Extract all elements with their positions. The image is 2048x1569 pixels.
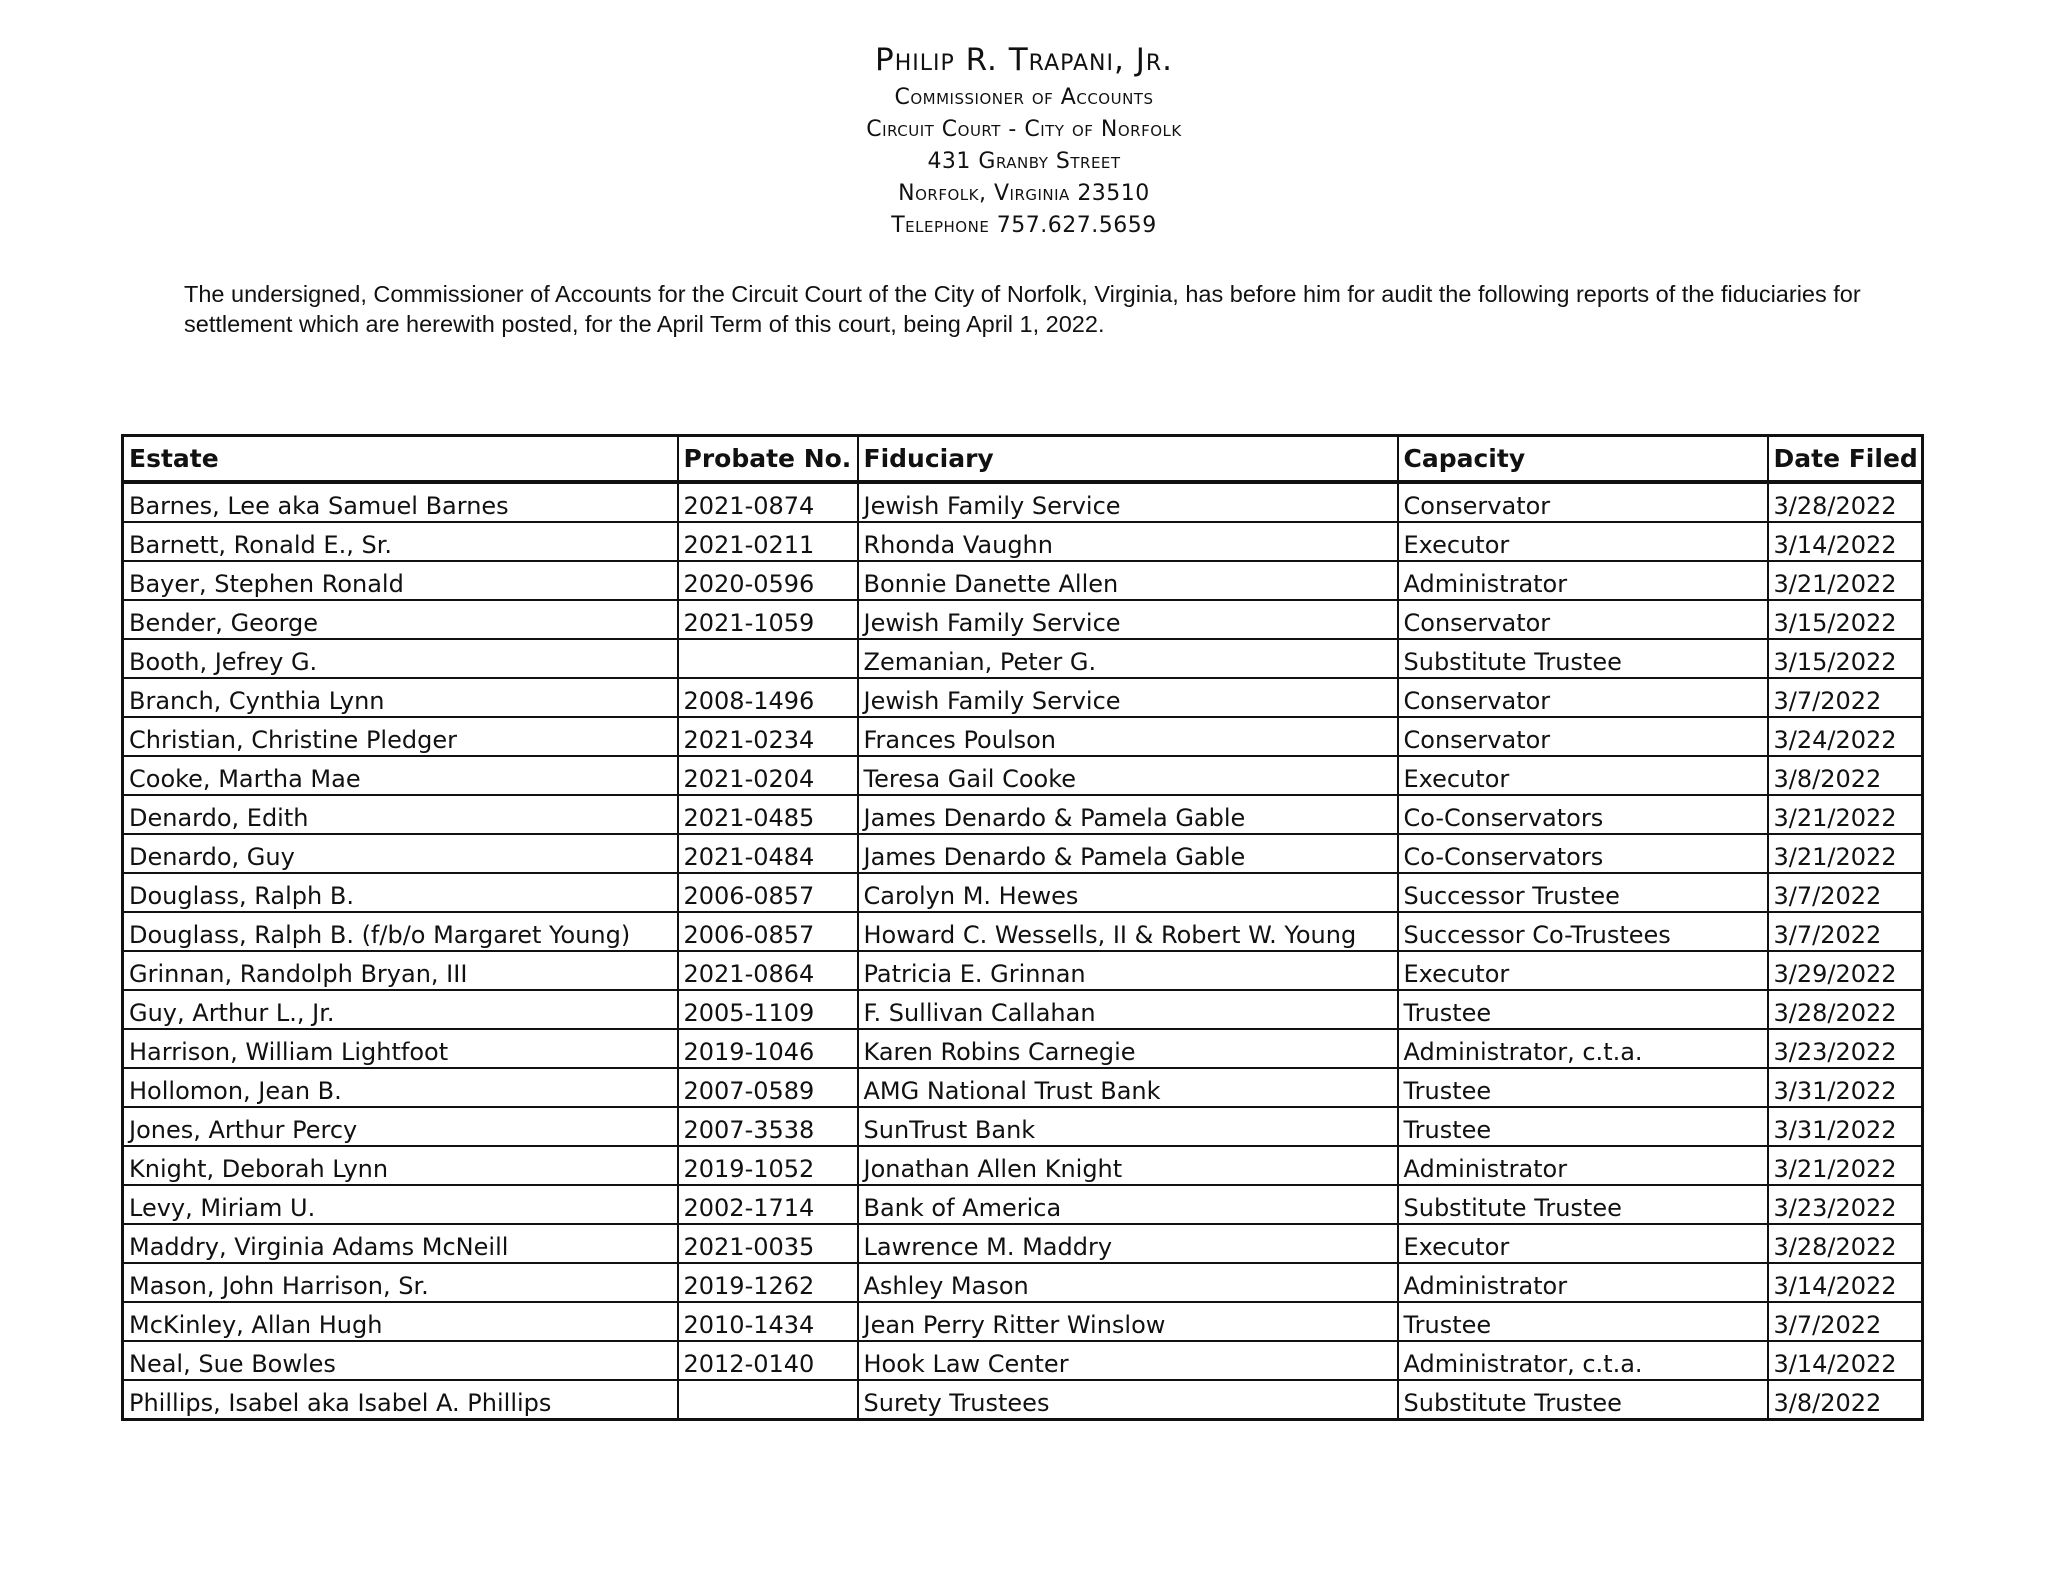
capacity-cell: Administrator [1398, 1146, 1768, 1185]
capacity-cell: Substitute Trustee [1398, 1185, 1768, 1224]
probate-no-cell: 2005-1109 [678, 990, 858, 1029]
date-filed-cell: 3/29/2022 [1768, 951, 1923, 990]
table-row [123, 912, 1923, 951]
date-filed-cell: 3/7/2022 [1768, 873, 1923, 912]
probate-no-cell: 2021-0035 [678, 1224, 858, 1263]
fiduciary-cell: James Denardo & Pamela Gable [858, 834, 1398, 873]
probate-no-cell [678, 1380, 858, 1420]
probate-no-cell: 2021-0484 [678, 834, 858, 873]
probate-no-cell: 2019-1046 [678, 1029, 858, 1068]
table-row [123, 1224, 1923, 1263]
date-filed-cell: 3/21/2022 [1768, 834, 1923, 873]
probate-no-cell: 2019-1052 [678, 1146, 858, 1185]
estate-cell: Barnes, Lee aka Samuel Barnes [123, 482, 678, 522]
capacity-cell: Executor [1398, 951, 1768, 990]
fiduciary-cell: Carolyn M. Hewes [858, 873, 1398, 912]
estate-cell: Bayer, Stephen Ronald [123, 561, 678, 600]
table-header-row [123, 436, 1923, 483]
fiduciary-reports-table [121, 434, 1924, 1421]
estate-cell: Guy, Arthur L., Jr. [123, 990, 678, 1029]
capacity-cell: Administrator [1398, 1263, 1768, 1302]
fiduciary-cell: Teresa Gail Cooke [858, 756, 1398, 795]
date-filed-cell: 3/8/2022 [1768, 1380, 1923, 1420]
header-estate: Estate [123, 436, 678, 483]
probate-no-cell: 2021-0864 [678, 951, 858, 990]
table-row [123, 1146, 1923, 1185]
estate-cell: McKinley, Allan Hugh [123, 1302, 678, 1341]
fiduciary-cell: Karen Robins Carnegie [858, 1029, 1398, 1068]
estate-cell: Bender, George [123, 600, 678, 639]
estate-cell: Denardo, Guy [123, 834, 678, 873]
estate-cell: Barnett, Ronald E., Sr. [123, 522, 678, 561]
fiduciary-cell: James Denardo & Pamela Gable [858, 795, 1398, 834]
capacity-cell: Executor [1398, 522, 1768, 561]
fiduciary-cell: AMG National Trust Bank [858, 1068, 1398, 1107]
capacity-cell: Successor Co-Trustees [1398, 912, 1768, 951]
capacity-cell: Administrator [1398, 561, 1768, 600]
estate-cell: Jones, Arthur Percy [123, 1107, 678, 1146]
fiduciary-cell: Hook Law Center [858, 1341, 1398, 1380]
fiduciary-cell: Rhonda Vaughn [858, 522, 1398, 561]
estate-cell: Cooke, Martha Mae [123, 756, 678, 795]
capacity-cell: Substitute Trustee [1398, 639, 1768, 678]
table-row [123, 951, 1923, 990]
capacity-cell: Conservator [1398, 717, 1768, 756]
capacity-cell: Trustee [1398, 1302, 1768, 1341]
table-row [123, 1107, 1923, 1146]
estate-cell: Maddry, Virginia Adams McNeill [123, 1224, 678, 1263]
fiduciary-cell: SunTrust Bank [858, 1107, 1398, 1146]
fiduciary-cell: Frances Poulson [858, 717, 1398, 756]
street-address: 431 Granby Street [927, 149, 1121, 174]
intro-paragraph: The undersigned, Commissioner of Accounts for the Circuit Court of the City of Norfolk, Virginia, has before him for audit the following reports of the fiduciaries for settlement which are herewith posted, for the April Term of this court, being April 1, 2022. [184, 281, 1861, 337]
capacity-cell: Conservator [1398, 482, 1768, 522]
estate-cell: Mason, John Harrison, Sr. [123, 1263, 678, 1302]
header-fiduciary: Fiduciary [858, 436, 1398, 483]
probate-no-cell: 2021-0874 [678, 482, 858, 522]
capacity-cell: Co-Conservators [1398, 795, 1768, 834]
estate-cell: Douglass, Ralph B. [123, 873, 678, 912]
table-row [123, 756, 1923, 795]
fiduciary-cell: Ashley Mason [858, 1263, 1398, 1302]
letterhead [0, 40, 2048, 242]
table-row [123, 1341, 1923, 1380]
table-row [123, 1263, 1923, 1302]
fiduciary-cell: Bank of America [858, 1185, 1398, 1224]
fiduciary-cell: Jewish Family Service [858, 600, 1398, 639]
fiduciary-cell: Jewish Family Service [858, 678, 1398, 717]
date-filed-cell: 3/24/2022 [1768, 717, 1923, 756]
probate-no-cell: 2021-1059 [678, 600, 858, 639]
probate-no-cell: 2002-1714 [678, 1185, 858, 1224]
date-filed-cell: 3/28/2022 [1768, 482, 1923, 522]
estate-cell: Branch, Cynthia Lynn [123, 678, 678, 717]
probate-no-cell: 2007-0589 [678, 1068, 858, 1107]
date-filed-cell: 3/7/2022 [1768, 912, 1923, 951]
capacity-cell: Trustee [1398, 1068, 1768, 1107]
capacity-cell: Administrator, c.t.a. [1398, 1029, 1768, 1068]
probate-no-cell: 2021-0485 [678, 795, 858, 834]
table-row [123, 990, 1923, 1029]
capacity-cell: Executor [1398, 756, 1768, 795]
date-filed-cell: 3/7/2022 [1768, 678, 1923, 717]
date-filed-cell: 3/23/2022 [1768, 1029, 1923, 1068]
date-filed-cell: 3/8/2022 [1768, 756, 1923, 795]
estate-cell: Denardo, Edith [123, 795, 678, 834]
date-filed-cell: 3/14/2022 [1768, 1263, 1923, 1302]
court-name: Circuit Court - City of Norfolk [866, 117, 1182, 142]
probate-no-cell [678, 639, 858, 678]
commissioner-title: Commissioner of Accounts [894, 85, 1154, 110]
table-row [123, 1029, 1923, 1068]
estate-cell: Christian, Christine Pledger [123, 717, 678, 756]
capacity-cell: Successor Trustee [1398, 873, 1768, 912]
probate-no-cell: 2020-0596 [678, 561, 858, 600]
date-filed-cell: 3/21/2022 [1768, 795, 1923, 834]
fiduciary-cell: Surety Trustees [858, 1380, 1398, 1420]
commissioner-name: Philip R. Trapani, Jr. [875, 42, 1173, 78]
date-filed-cell: 3/14/2022 [1768, 1341, 1923, 1380]
probate-no-cell: 2006-0857 [678, 873, 858, 912]
estate-cell: Grinnan, Randolph Bryan, III [123, 951, 678, 990]
capacity-cell: Conservator [1398, 600, 1768, 639]
probate-no-cell: 2012-0140 [678, 1341, 858, 1380]
capacity-cell: Trustee [1398, 1107, 1768, 1146]
capacity-cell: Co-Conservators [1398, 834, 1768, 873]
capacity-cell: Substitute Trustee [1398, 1380, 1768, 1420]
table-row [123, 873, 1923, 912]
fiduciary-cell: Bonnie Danette Allen [858, 561, 1398, 600]
probate-no-cell: 2007-3538 [678, 1107, 858, 1146]
date-filed-cell: 3/28/2022 [1768, 990, 1923, 1029]
telephone: Telephone 757.627.5659 [891, 213, 1157, 238]
header-date-filed: Date Filed [1768, 436, 1923, 483]
fiduciary-cell: Jonathan Allen Knight [858, 1146, 1398, 1185]
fiduciary-cell: Howard C. Wessells, II & Robert W. Young [858, 912, 1398, 951]
city-state-zip: Norfolk, Virginia 23510 [898, 181, 1150, 206]
estate-cell: Booth, Jefrey G. [123, 639, 678, 678]
date-filed-cell: 3/21/2022 [1768, 1146, 1923, 1185]
date-filed-cell: 3/15/2022 [1768, 600, 1923, 639]
table-row [123, 678, 1923, 717]
date-filed-cell: 3/15/2022 [1768, 639, 1923, 678]
fiduciary-cell: F. Sullivan Callahan [858, 990, 1398, 1029]
table-row [123, 1302, 1923, 1341]
probate-no-cell: 2021-0234 [678, 717, 858, 756]
table-row [123, 717, 1923, 756]
date-filed-cell: 3/21/2022 [1768, 561, 1923, 600]
fiduciary-cell: Lawrence M. Maddry [858, 1224, 1398, 1263]
probate-no-cell: 2006-0857 [678, 912, 858, 951]
fiduciary-cell: Jewish Family Service [858, 482, 1398, 522]
date-filed-cell: 3/23/2022 [1768, 1185, 1923, 1224]
table-row [123, 482, 1923, 522]
table-row [123, 600, 1923, 639]
date-filed-cell: 3/7/2022 [1768, 1302, 1923, 1341]
estate-cell: Douglass, Ralph B. (f/b/o Margaret Young) [123, 912, 678, 951]
table-row [123, 639, 1923, 678]
capacity-cell: Executor [1398, 1224, 1768, 1263]
probate-no-cell: 2021-0204 [678, 756, 858, 795]
estate-cell: Hollomon, Jean B. [123, 1068, 678, 1107]
date-filed-cell: 3/14/2022 [1768, 522, 1923, 561]
probate-no-cell: 2010-1434 [678, 1302, 858, 1341]
table-row [123, 1185, 1923, 1224]
table-row [123, 1380, 1923, 1420]
estate-cell: Harrison, William Lightfoot [123, 1029, 678, 1068]
fiduciary-cell: Patricia E. Grinnan [858, 951, 1398, 990]
estate-cell: Neal, Sue Bowles [123, 1341, 678, 1380]
probate-no-cell: 2019-1262 [678, 1263, 858, 1302]
fiduciary-cell: Jean Perry Ritter Winslow [858, 1302, 1398, 1341]
estate-cell: Phillips, Isabel aka Isabel A. Phillips [123, 1380, 678, 1420]
table-row [123, 561, 1923, 600]
estate-cell: Knight, Deborah Lynn [123, 1146, 678, 1185]
date-filed-cell: 3/31/2022 [1768, 1107, 1923, 1146]
header-capacity: Capacity [1398, 436, 1768, 483]
capacity-cell: Administrator, c.t.a. [1398, 1341, 1768, 1380]
table-row [123, 834, 1923, 873]
date-filed-cell: 3/28/2022 [1768, 1224, 1923, 1263]
table-row [123, 1068, 1923, 1107]
capacity-cell: Conservator [1398, 678, 1768, 717]
probate-no-cell: 2021-0211 [678, 522, 858, 561]
fiduciary-cell: Zemanian, Peter G. [858, 639, 1398, 678]
table-row [123, 522, 1923, 561]
estate-cell: Levy, Miriam U. [123, 1185, 678, 1224]
probate-no-cell: 2008-1496 [678, 678, 858, 717]
table-row [123, 795, 1923, 834]
header-probate-no: Probate No. [678, 436, 858, 483]
capacity-cell: Trustee [1398, 990, 1768, 1029]
date-filed-cell: 3/31/2022 [1768, 1068, 1923, 1107]
